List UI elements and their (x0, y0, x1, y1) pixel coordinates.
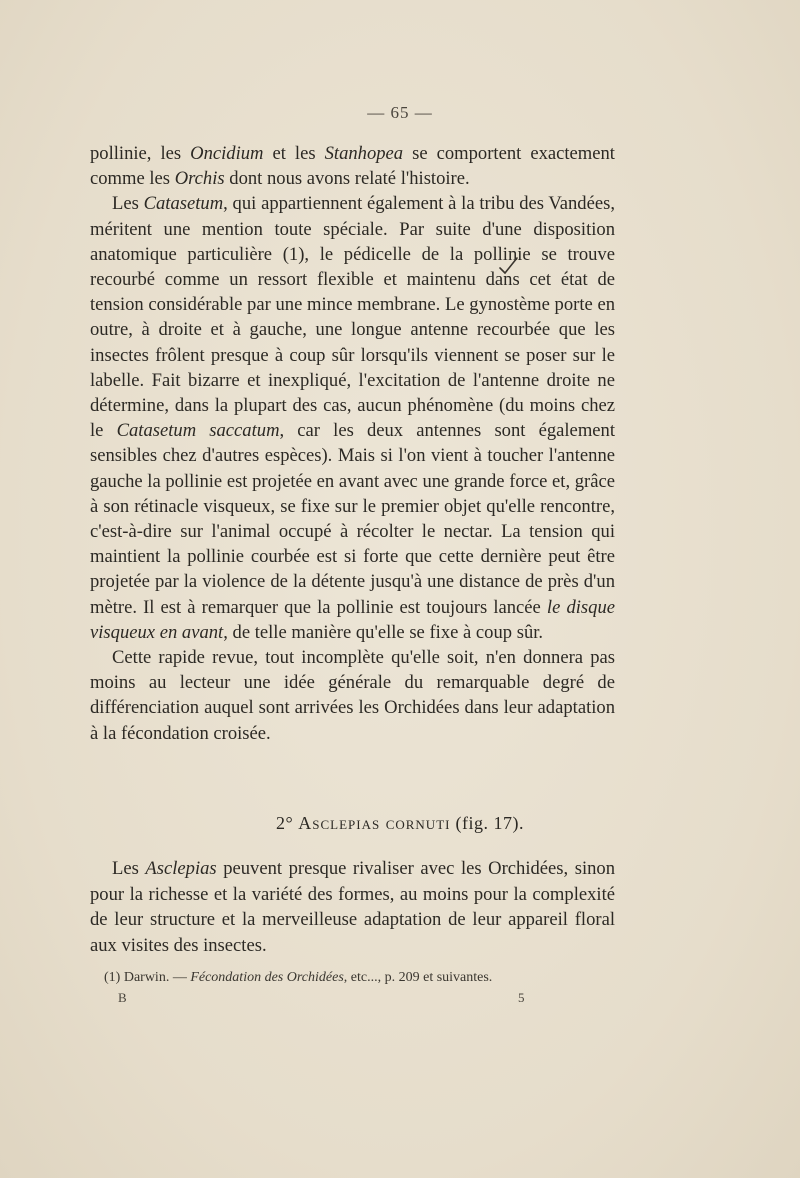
taxon-orchis: Orchis (174, 168, 225, 190)
figure-reference: (fig. 17). (455, 813, 524, 833)
handwritten-check-mark (497, 255, 519, 277)
section-heading (0, 813, 800, 834)
taxon-catasetum: Catasetum (143, 193, 224, 215)
footnote-author: Darwin. — (123, 970, 191, 985)
signature-mark-right: 5 (518, 990, 525, 1005)
signature-mark-left: B (118, 990, 127, 1005)
section-title: Asclepias cornuti (298, 813, 451, 833)
paragraph-3: Cette rapide revue, tout incomplète qu'elle soit, n'en donnera pas moins au lecteur une idée générale du remarquable degré de différenciation auquel sont arrivées les Orchidées dans leur adaptation à la fécondation croisée. (90, 647, 615, 744)
section-text-block (90, 856, 615, 958)
footnote-rest: , etc..., p. 209 et suivantes. (343, 970, 493, 985)
taxon-catasetum-saccatum: Catasetum saccatum (116, 420, 280, 442)
page-number: — 65 — (367, 103, 433, 122)
taxon-asclepias: Asclepias (145, 858, 217, 879)
section-number: 2° (276, 813, 294, 833)
footnote-marker: (1) (104, 970, 121, 985)
paragraph-1: pollinie, les Oncidium et les Stanhopea se comportent exactement comme les Orchis dont nous avons relaté l'histoire. (90, 143, 615, 190)
footnote-title: Fécondation des Orchidées (190, 970, 344, 985)
emphasis-disque-visqueux: le disque visqueux en avant (90, 596, 615, 643)
paragraph-4: Les Asclepias peuvent presque rivaliser avec les Orchidées, sinon pour la richesse et la variété des formes, au moins pour la complexité de leur structure et la merveilleuse adaptation de leur appareil floral aux visites des insectes. (90, 858, 616, 956)
paragraph-2: Les Catasetum, qui appartiennent également à la tribu des Vandées, méritent une mention toute spéciale. Par suite d'une disposition anatomique particulière (1), le pédicelle de la pollinie se trouve recourbé comme un ressort flexible et maintenu dans cet état de tension considérable par une mince membrane. Le gynostème porte en outre, à droite et à gauche, une longue antenne recourbée que les insectes frôlent presque à coup sûr lorsqu'ils viennent se poser sur le labelle. Fait bizarre et inexpliqué, l'excitation de l'antenne droite ne détermine, dans la plupart des cas, aucun phénomène (du moins chez le Catasetum saccatum, car les deux antennes sont également sensibles chez d'autres espèces). Mais si l'on vient à toucher l'antenne gauche la pollinie est projetée en avant avec une grande force et, grâce à son rétinacle visqueux, se fixe sur le premier objet qu'elle rencontre, c'est-à-dire sur l'animal occupé à récolter le nectar. La tension qui maintient la pollinie courbée est si forte que cette dernière peut être projetée par la violence de la détente jusqu'à une distance de près d'un mètre. Il est à remarquer que la pollinie est toujours lancée le disque visqueux en avant, de telle manière qu'elle se fixe à coup sûr. (90, 193, 615, 643)
footnote (104, 970, 604, 986)
main-text-block (90, 141, 615, 746)
taxon-oncidium: Oncidium (190, 143, 264, 164)
taxon-stanhopea: Stanhopea (324, 143, 404, 164)
